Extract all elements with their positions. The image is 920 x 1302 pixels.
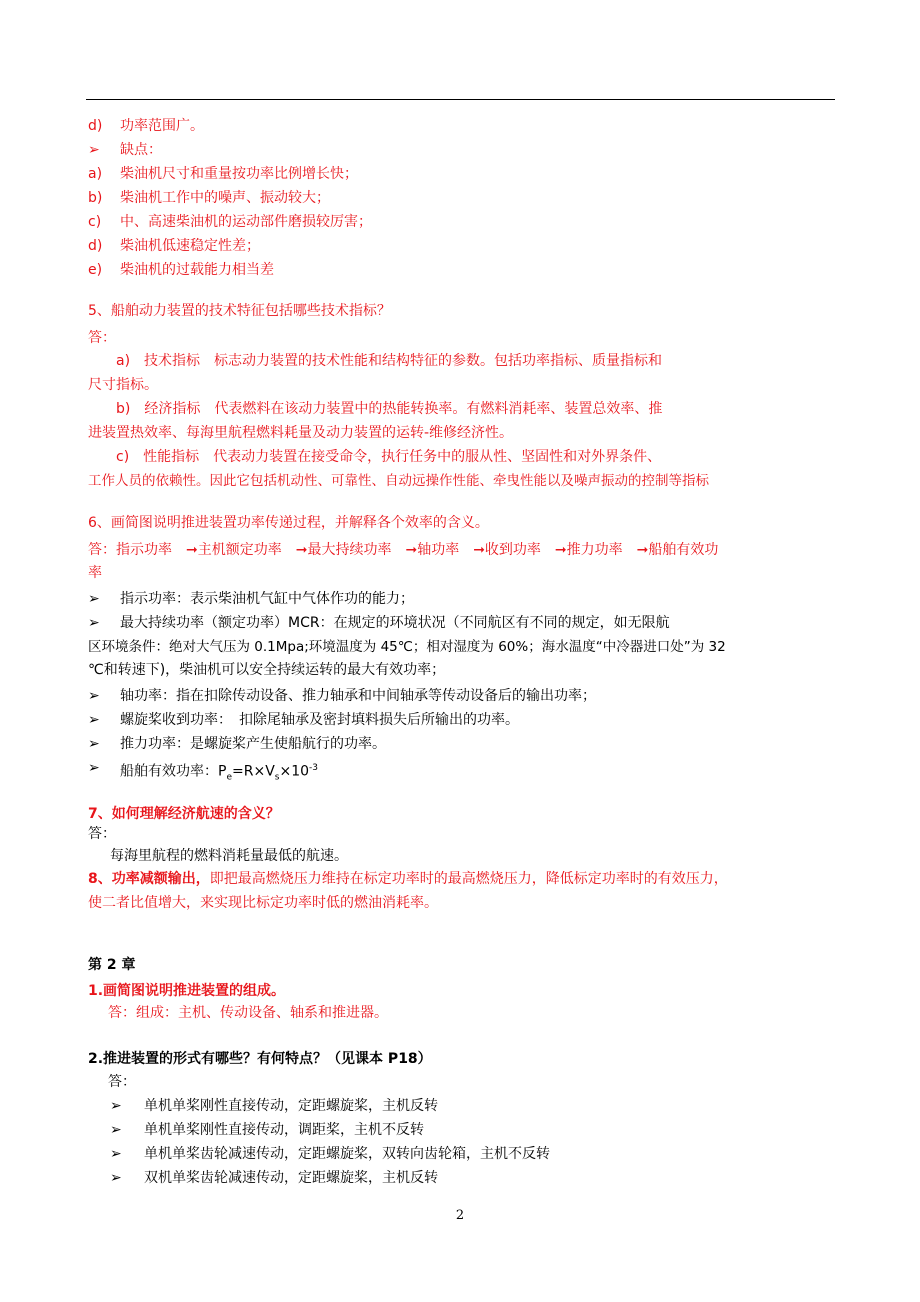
list-item-text: 柴油机工作中的噪声、振动较大；: [120, 190, 330, 206]
bullet-arrow-icon: ➢: [88, 591, 100, 607]
question-5: 5、船舶动力装置的技术特征包括哪些技术指标？: [88, 303, 391, 319]
list-item-text: 区环境条件：绝对大气压为 0.1Mpa;环境温度为 45℃；相对湿度为 60%；海水温度“中冷器进口处”为 32: [88, 639, 726, 655]
answer-line: 率: [88, 565, 102, 581]
list-item-text: 柴油机的过载能力相当差: [120, 262, 274, 278]
question-6: 6、画简图说明推进装置功率传递过程，并解释各个效率的含义。: [88, 515, 489, 531]
answer-line: b) 经济指标 代表燃料在该动力装置中的热能转换率。有燃料消耗率、装置总效率、推: [116, 401, 663, 417]
chapter-title: 第 2 章: [88, 957, 136, 973]
bullet-arrow-icon: ➢: [110, 1122, 122, 1138]
answer-line: 进装置热效率、每海里航程燃料耗量及动力装置的运转-维修经济性。: [88, 425, 514, 441]
list-item-text: 单机单桨齿轮减速传动，定距螺旋桨，双转向齿轮箱，主机不反转: [144, 1146, 550, 1162]
list-item-text: 缺点：: [120, 142, 162, 158]
answer-label: 答：: [108, 1074, 136, 1090]
list-item: d): [88, 118, 103, 134]
answer-line: 答：指示功率 ➞主机额定功率 ➞最大持续功率 ➞轴功率 ➞收到功率 ➞推力功率 ➞船舶有效功: [88, 542, 719, 558]
answer-line: c) 性能指标 代表动力装置在接受命令，执行任务中的服从性、坚固性和对外界条件、: [116, 449, 662, 465]
question-8: 8、功率减额输出，即把最高燃烧压力维持在标定功率时的最高燃烧压力，降低标定功率时的有效压力，: [88, 871, 728, 887]
list-item-text: 螺旋桨收到功率： 扣除尾轴承及密封填料损失后所输出的功率。: [120, 712, 519, 728]
list-item-text: 功率范围广。: [120, 118, 204, 134]
bullet-arrow-icon: ➢: [88, 736, 100, 752]
list-marker: b): [88, 190, 103, 206]
list-marker: d): [88, 238, 103, 254]
list-marker: e): [88, 262, 103, 278]
list-item-text: 柴油机尺寸和重量按功率比例增长快；: [120, 166, 358, 182]
bullet-arrow-icon: ➢: [88, 615, 100, 631]
bullet-arrow-icon: ➢: [110, 1170, 122, 1186]
question-1: 1.画简图说明推进装置的组成。: [88, 983, 286, 999]
answer-label: 答：: [88, 330, 116, 346]
answer-line: a) 技术指标 标志动力装置的技术性能和结构特征的参数。包括功率指标、质量指标和: [116, 353, 663, 369]
bullet-arrow-icon: ➢: [110, 1146, 122, 1162]
answer-line: 每海里航程的燃料消耗量最低的航速。: [110, 848, 348, 864]
page-number: 2: [455, 1208, 465, 1223]
answer-line: 使二者比值增大，来实现比标定功率时低的燃油消耗率。: [88, 895, 438, 911]
bullet-arrow-icon: ➢: [110, 1098, 122, 1114]
bullet-arrow-icon: ➢: [88, 712, 100, 728]
answer-line: 工作人员的依赖性。因此它包括机动性、可靠性、自动远操作性能、牵曳性能以及噪声振动的控制等指标: [88, 473, 709, 489]
question-7: 7、如何理解经济航速的含义？: [88, 806, 280, 822]
list-item-text: 最大持续功率（额定功率）MCR：在规定的环境状况（不同航区有不同的规定，如无限航: [120, 615, 670, 631]
bullet-arrow-icon: ➢: [88, 688, 100, 704]
list-item-text: ℃和转速下)，柴油机可以安全持续运转的最大有效功率；: [88, 662, 446, 678]
answer-label: 答：: [88, 826, 116, 842]
question-2: 2.推进装置的形式有哪些？有何特点？（见课本 P18）: [88, 1051, 432, 1067]
header-rule: [86, 99, 835, 100]
list-item-text: 双机单桨齿轮减速传动，定距螺旋桨，主机反转: [144, 1170, 438, 1186]
list-item-text: 单机单桨刚性直接传动，定距螺旋桨，主机反转: [144, 1098, 438, 1114]
answer-line: 答：组成：主机、传动设备、轴系和推进器。: [108, 1005, 388, 1021]
list-item-text: 推力功率：是螺旋桨产生使船航行的功率。: [120, 736, 386, 752]
list-item-text: 指示功率：表示柴油机气缸中气体作功的能力；: [120, 591, 414, 607]
answer-line: 尺寸指标。: [88, 377, 158, 393]
list-item-text: 柴油机低速稳定性差；: [120, 238, 260, 254]
list-marker: a): [88, 166, 103, 182]
list-item-text: 单机单桨刚性直接传动，调距桨，主机不反转: [144, 1122, 424, 1138]
list-item-text: 中、高速柴油机的运动部件磨损较厉害；: [120, 214, 372, 230]
formula-text: 船舶有效功率：$P_e=R\times V_s\times 10^{-3}$: [120, 763, 318, 783]
list-item-text: 轴功率：指在扣除传动设备、推力轴承和中间轴承等传动设备后的输出功率；: [120, 688, 596, 704]
list-marker: c): [88, 214, 102, 230]
bullet-arrow-icon: ➢: [88, 760, 100, 776]
bullet-arrow-icon: ➢: [88, 142, 100, 158]
